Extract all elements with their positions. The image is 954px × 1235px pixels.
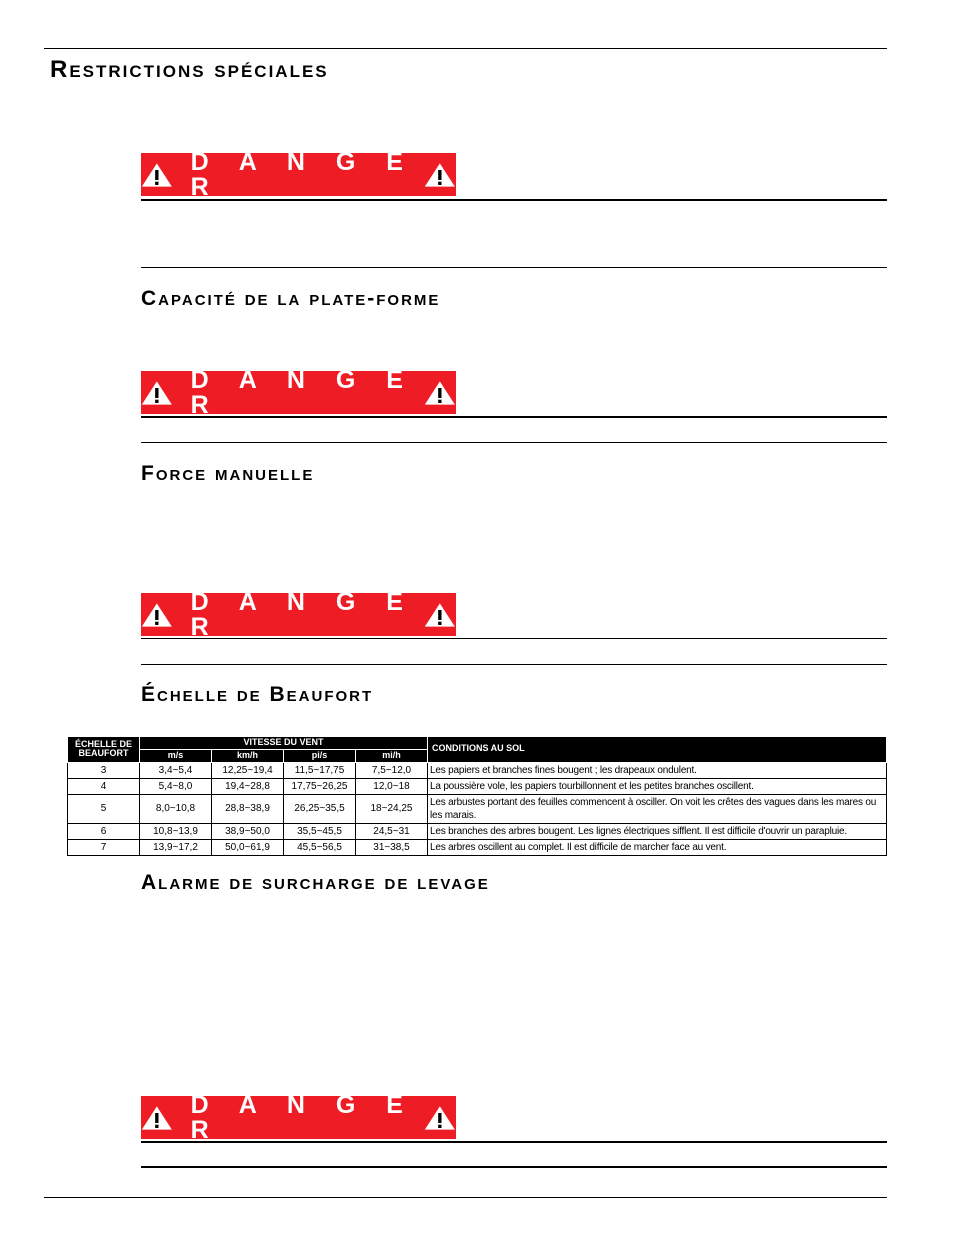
- cell-scale: 4: [68, 778, 140, 794]
- cell-ms: 13,9~17,2: [140, 839, 212, 855]
- header-unit: pi/s: [284, 749, 356, 762]
- beaufort-table: [67, 736, 887, 856]
- warning-triangle-icon: [424, 378, 456, 408]
- heading-echelle: Échelle de Beaufort: [141, 683, 374, 706]
- cell-fts: 35,5~45,5: [284, 823, 356, 839]
- warning-triangle-icon: [424, 160, 456, 190]
- danger-banner-2: [141, 365, 456, 419]
- header-unit: m/s: [140, 749, 212, 762]
- heading-restrictions: Restrictions spéciales: [50, 56, 329, 83]
- cell-mph: 7,5~12,0: [356, 762, 428, 778]
- cell-scale: 7: [68, 839, 140, 855]
- top-rule: [44, 48, 887, 49]
- cell-ms: 5,4~8,0: [140, 778, 212, 794]
- cell-scale: 6: [68, 823, 140, 839]
- danger-banner-1: [141, 147, 456, 201]
- header-wind: VITESSE DU VENT: [140, 737, 428, 750]
- danger-rule-1: [141, 199, 887, 201]
- danger-label: D A N G E R: [190, 147, 415, 201]
- cell-scale: 5: [68, 794, 140, 823]
- danger-label: D A N G E R: [190, 1090, 415, 1144]
- danger-banner-4: [141, 1090, 456, 1144]
- danger-rule-2: [141, 416, 887, 418]
- cell-kmh: 28,8~38,9: [212, 794, 284, 823]
- table-row: [68, 823, 887, 839]
- header-unit: km/h: [212, 749, 284, 762]
- warning-triangle-icon: [424, 600, 456, 630]
- cell-ms: 10,8~13,9: [140, 823, 212, 839]
- cell-conditions: La poussière vole, les papiers tourbillonnent et les petites branches oscillent.: [428, 778, 887, 794]
- cell-conditions: Les branches des arbres bougent. Les lignes électriques sifflent. Il est difficile d'ouvrir un parapluie.: [428, 823, 887, 839]
- table-row: [68, 762, 887, 778]
- cell-fts: 26,25~35,5: [284, 794, 356, 823]
- danger-banner-3: [141, 587, 456, 641]
- cell-conditions: Les papiers et branches fines bougent ; les drapeaux ondulent.: [428, 762, 887, 778]
- section-rule-2: [141, 442, 887, 443]
- heading-force: Force manuelle: [141, 462, 315, 485]
- cell-kmh: 12,25~19,4: [212, 762, 284, 778]
- cell-mph: 12,0~18: [356, 778, 428, 794]
- cell-fts: 11,5~17,75: [284, 762, 356, 778]
- cell-fts: 45,5~56,5: [284, 839, 356, 855]
- cell-kmh: 19,4~28,8: [212, 778, 284, 794]
- cell-conditions: Les arbustes portant des feuilles commencent à osciller. On voit les crêtes des vagues dans les mares ou les marais.: [428, 794, 887, 823]
- cell-conditions: Les arbres oscillent au complet. Il est difficile de marcher face au vent.: [428, 839, 887, 855]
- cell-kmh: 50,0~61,9: [212, 839, 284, 855]
- warning-triangle-icon: [424, 1103, 456, 1133]
- warning-triangle-icon: [141, 600, 173, 630]
- section-rule-4: [141, 1166, 887, 1168]
- cell-fts: 17,75~26,25: [284, 778, 356, 794]
- cell-mph: 18~24,25: [356, 794, 428, 823]
- section-rule-1: [141, 267, 887, 268]
- warning-triangle-icon: [141, 378, 173, 408]
- danger-rule-4: [141, 1141, 887, 1143]
- cell-mph: 31~38,5: [356, 839, 428, 855]
- danger-label: D A N G E R: [190, 365, 415, 419]
- section-rule-3: [141, 664, 887, 665]
- table-row: [68, 839, 887, 855]
- header-unit: mi/h: [356, 749, 428, 762]
- cell-kmh: 38,9~50,0: [212, 823, 284, 839]
- table-row: [68, 778, 887, 794]
- warning-triangle-icon: [141, 1103, 173, 1133]
- heading-alarme: Alarme de surcharge de levage: [141, 871, 490, 894]
- warning-triangle-icon: [141, 160, 173, 190]
- danger-label: D A N G E R: [190, 587, 415, 641]
- cell-ms: 8,0~10,8: [140, 794, 212, 823]
- danger-rule-3: [141, 638, 887, 639]
- cell-mph: 24,5~31: [356, 823, 428, 839]
- heading-capacite: Capacité de la plate-forme: [141, 287, 441, 310]
- bottom-rule: [44, 1197, 887, 1198]
- header-conditions: CONDITIONS AU SOL: [428, 737, 887, 763]
- header-scale: ÉCHELLE DE BEAUFORT: [68, 737, 140, 763]
- cell-scale: 3: [68, 762, 140, 778]
- table-row: [68, 794, 887, 823]
- cell-ms: 3,4~5,4: [140, 762, 212, 778]
